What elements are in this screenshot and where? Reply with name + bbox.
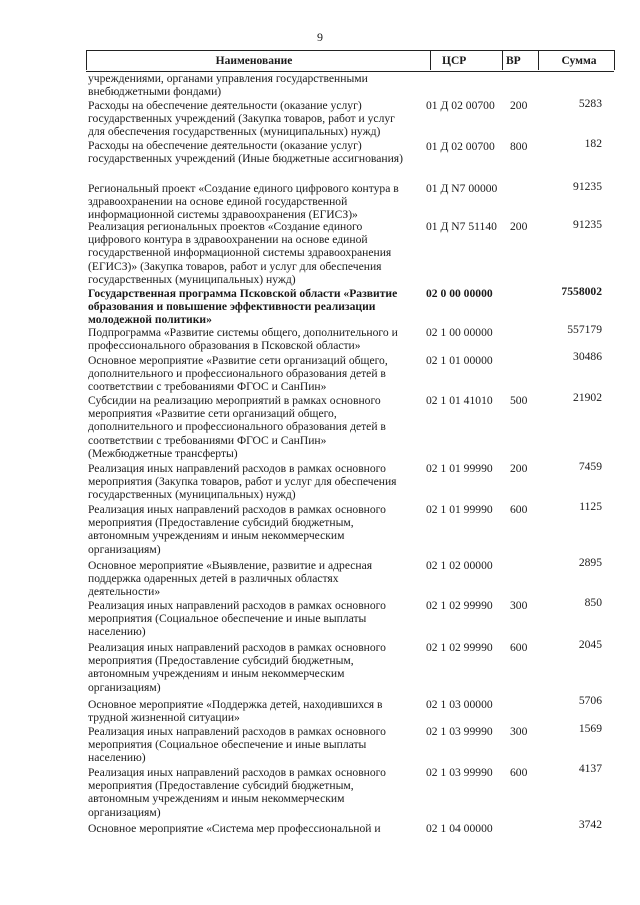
row-name: Основное мероприятие «Выявление, развитие и адресная поддержка одаренных детей в различных областях деятельности» (88, 559, 373, 599)
row-csr: 01 Д 02 00700 (426, 99, 495, 112)
row-sum: 557179 (567, 323, 602, 336)
row-vr: 200 (510, 99, 528, 112)
row-csr: 01 Д N7 00000 (426, 182, 498, 195)
row-sum: 850 (584, 596, 602, 609)
header-vr: ВР (506, 55, 521, 67)
row-name: Подпрограмма «Развитие системы общего, дополнительного и профессионального образования в Псковской области» (88, 326, 398, 353)
row-vr: 200 (510, 220, 528, 233)
row-sum: 7459 (578, 460, 602, 473)
row-name: Реализация региональных проектов «Создание единого цифрового контура в здравоохранении на основе единой государственной информационной системы здравоохранения (ЕГИСЗ)» (Закупка товаров, работ и услуг для обеспечения государственных (муниципальных) нужд) (88, 220, 392, 286)
row-sum: 2895 (578, 556, 602, 569)
row-vr: 300 (510, 725, 528, 738)
header-sum: Сумма (561, 55, 597, 67)
row-sum: 1569 (578, 722, 602, 735)
row-csr: 02 1 03 00000 (426, 698, 493, 711)
row-csr: 02 1 02 99990 (426, 641, 493, 654)
row-csr: 02 1 00 00000 (426, 326, 493, 339)
row-name: Реализация иных направлений расходов в рамках основного мероприятия (Предоставление субсидий бюджетным, автономным учреждениям и иным некоммерческим организациям) (88, 766, 386, 819)
row-name: учреждениями, органами управления государственными внебюджетными фондами) (88, 72, 368, 99)
row-vr: 500 (510, 394, 528, 407)
row-csr: 02 1 01 99990 (426, 462, 493, 475)
row-sum: 5706 (578, 694, 602, 707)
row-vr: 600 (510, 766, 528, 779)
row-name: Реализация иных направлений расходов в рамках основного мероприятия (Предоставление субсидий бюджетным, автономным учреждениям и иным некоммерческим организациям) (88, 503, 386, 556)
page-number: 9 (317, 30, 323, 44)
row-sum: 5283 (578, 97, 602, 110)
row-name: Реализация иных направлений расходов в рамках основного мероприятия (Социальное обеспечение и иные выплаты населению) (88, 599, 386, 639)
row-csr: 02 1 03 99990 (426, 725, 493, 738)
row-csr: 02 1 01 99990 (426, 503, 493, 516)
row-sum: 21902 (573, 391, 602, 404)
row-name: Расходы на обеспечение деятельности (оказание услуг) государственных учреждений (Закупка товаров, работ и услуг для обеспечения государственных (муниципальных) нужд) (88, 99, 395, 139)
row-name: Реализация иных направлений расходов в рамках основного мероприятия (Социальное обеспечение и иные выплаты населению) (88, 725, 386, 765)
row-sum: 91235 (573, 180, 602, 193)
row-name: Основное мероприятие «Развитие сети организаций общего, дополнительного и профессионального образования детей в соответствии с требованиями ФГОС и СанПин» (88, 354, 388, 394)
header-name: Наименование (215, 55, 293, 67)
row-csr: 02 0 00 00000 (426, 287, 493, 300)
row-sum: 4137 (578, 762, 602, 775)
row-name: Субсидии на реализацию мероприятий в рамках основного мероприятия «Развитие сети организаций общего, дополнительного и профессионального образования детей в соответствии с требованиями ФГОС и СанПин» (Межбюджетные трансферты) (88, 394, 386, 460)
header-csr: ЦСР (442, 55, 467, 67)
row-csr: 02 1 03 99990 (426, 766, 493, 779)
row-name: Реализация иных направлений расходов в рамках основного мероприятия (Закупка товаров, работ и услуг для обеспечения государственных (муниципальных) нужд) (88, 462, 397, 502)
row-csr: 02 1 01 41010 (426, 394, 493, 407)
row-vr: 800 (510, 140, 528, 153)
row-vr: 600 (510, 503, 528, 516)
row-sum: 30486 (573, 350, 602, 363)
row-csr: 01 Д 02 00700 (426, 140, 495, 153)
row-sum: 91235 (573, 218, 602, 231)
row-name: Расходы на обеспечение деятельности (оказание услуг) государственных учреждений (Иные бюджетные ассигнования) (88, 139, 403, 166)
row-csr: 02 1 02 00000 (426, 559, 493, 572)
row-csr: 02 1 04 00000 (426, 822, 493, 835)
row-sum: 2045 (578, 638, 602, 651)
row-name: Основное мероприятие «Система мер профессиональной и (88, 822, 381, 835)
row-sum: 1125 (579, 500, 602, 513)
row-name: Основное мероприятие «Поддержка детей, находившихся в трудной жизненной ситуации» (88, 698, 383, 725)
row-vr: 600 (510, 641, 528, 654)
row-sum: 182 (584, 137, 602, 150)
row-name: Региональный проект «Создание единого цифрового контура в здравоохранении на основе единой государственной информационной системы здравоохранения (ЕГИСЗ)» (88, 182, 399, 222)
row-sum: 3742 (578, 818, 602, 831)
row-csr: 01 Д N7 51140 (426, 220, 497, 233)
row-sum: 7558002 (561, 285, 602, 298)
row-csr: 02 1 02 99990 (426, 599, 493, 612)
row-name: Государственная программа Псковской области «Развитие образования и повышение эффективности реализации молодежной политики» (88, 287, 398, 327)
row-vr: 300 (510, 599, 528, 612)
row-csr: 02 1 01 00000 (426, 354, 493, 367)
row-vr: 200 (510, 462, 528, 475)
row-name: Реализация иных направлений расходов в рамках основного мероприятия (Предоставление субсидий бюджетным, автономным учреждениям и иным некоммерческим организациям) (88, 641, 386, 694)
